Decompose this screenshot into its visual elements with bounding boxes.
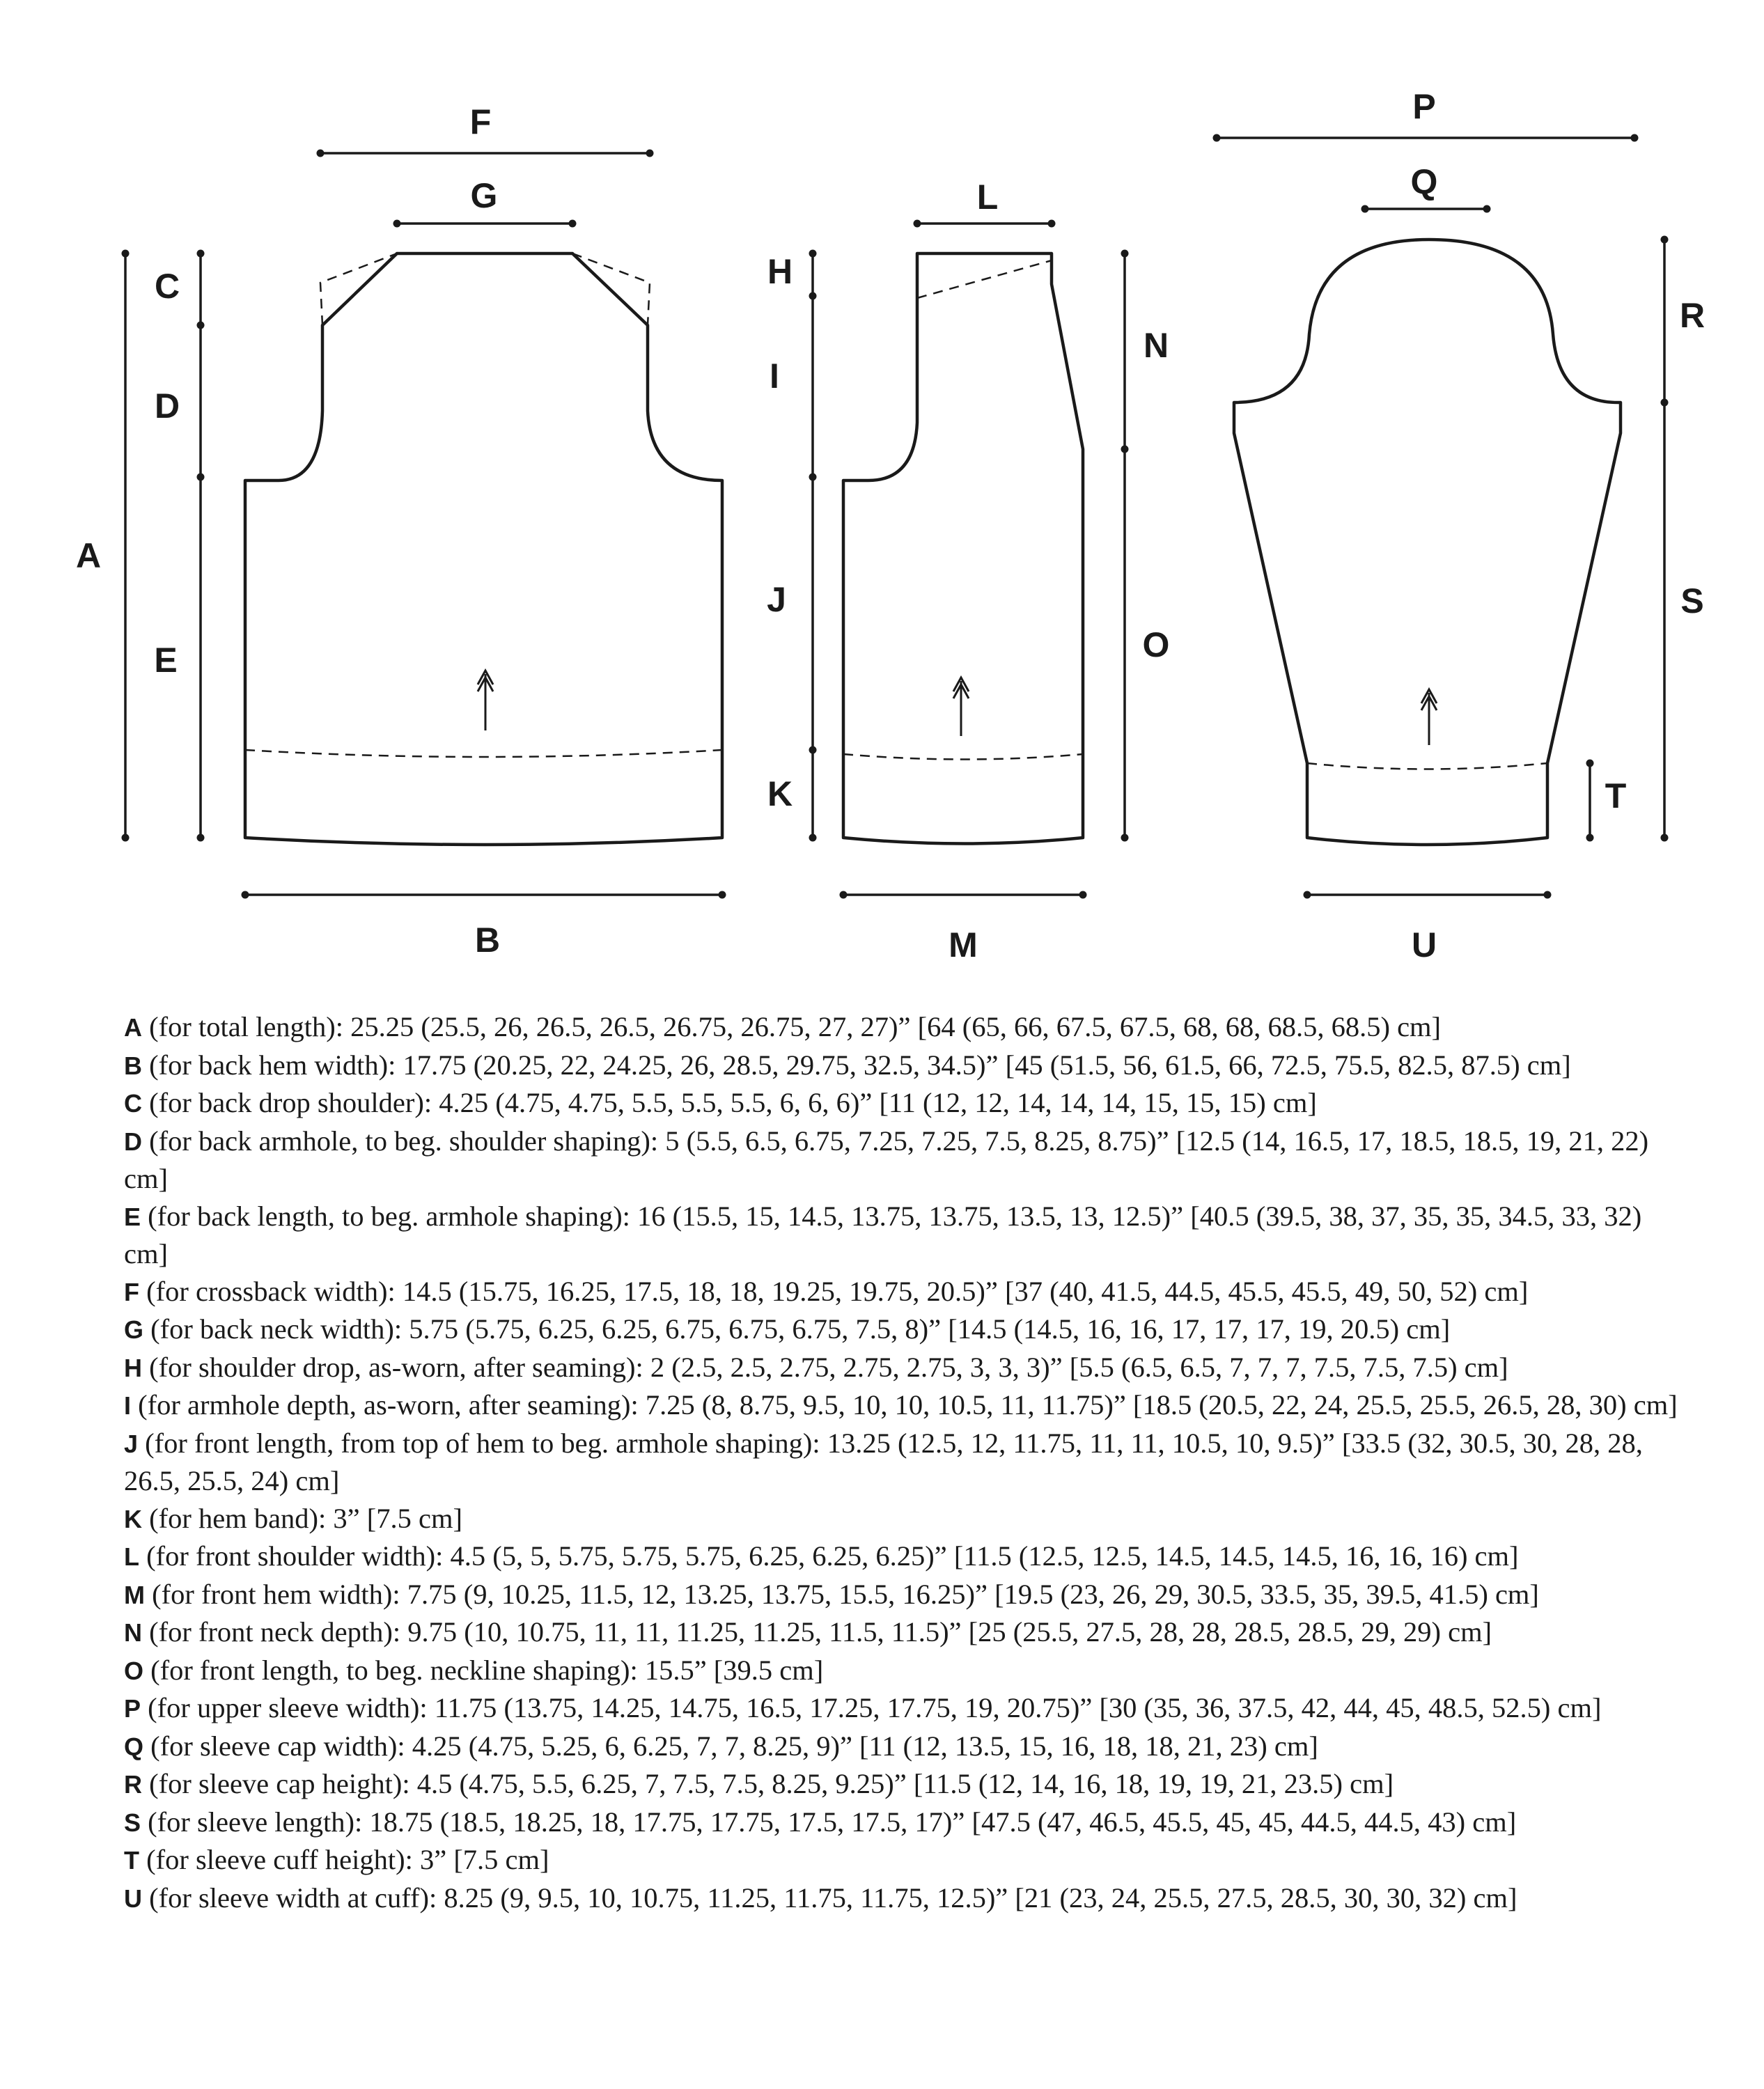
label-A: A xyxy=(75,536,102,575)
label-G: G xyxy=(470,176,498,215)
front-neck-dash xyxy=(917,260,1052,298)
legend-item-C xyxy=(124,1084,1684,1122)
label-D: D xyxy=(154,386,180,425)
legend-item-H xyxy=(124,1349,1684,1387)
front-piece xyxy=(843,253,1083,844)
legend-item-B xyxy=(124,1047,1684,1085)
legend-text: (for shoulder drop, as-worn, after seaming): 2 (2.5, 2.5, 2.75, 2.75, 2.75, 3, 3, 3)” [5.5 (6.5, 6.5, 7, 7, 7, 7.5, 7.5, 7.5) cm] xyxy=(142,1351,1508,1383)
label-B: B xyxy=(474,921,501,960)
legend-text: (for sleeve width at cuff): 8.25 (9, 9.5, 10, 10.75, 11.25, 11.75, 11.75, 12.5)” [21 (23, 24, 25.5, 27.5, 28.5, 30, 30, 32) cm] xyxy=(142,1881,1517,1914)
legend-key: R xyxy=(124,1770,142,1799)
label-M: M xyxy=(949,925,978,964)
legend-key: G xyxy=(124,1315,144,1344)
back-piece xyxy=(245,253,722,845)
label-C: C xyxy=(154,267,180,306)
legend-item-U xyxy=(124,1879,1684,1918)
legend-text: (for total length): 25.25 (25.5, 26, 26.5, 26.5, 26.75, 26.75, 27, 27)” [64 (65, 66, 67.5, 67.5, 68, 68, 68.5, 68.5) cm] xyxy=(142,1011,1442,1042)
legend-text: (for back armhole, to beg. shoulder shaping): 5 (5.5, 6.5, 6.75, 7.25, 7.25, 7.5, 8.25, 8.75)” [12.5 (14, 16.5, 17, 18.5, 18.5, 19, 21, 22) cm] xyxy=(124,1125,1649,1194)
legend-text: (for crossback width): 14.5 (15.75, 16.25, 17.5, 18, 18, 19.25, 19.75, 20.5)” [37 (40, 41.5, 44.5, 45.5, 45.5, 49, 50, 52) cm] xyxy=(139,1275,1529,1307)
legend-item-D xyxy=(124,1122,1684,1198)
label-P: P xyxy=(1412,87,1436,126)
legend-key: A xyxy=(124,1013,142,1042)
legend-text: (for front length, to beg. neckline shaping): 15.5” [39.5 cm] xyxy=(143,1654,824,1686)
legend-item-S xyxy=(124,1804,1684,1842)
label-U: U xyxy=(1411,925,1437,964)
legend-key: O xyxy=(124,1656,144,1685)
label-Q: Q xyxy=(1410,162,1438,201)
sleeve-outline xyxy=(1234,240,1621,845)
legend-key: N xyxy=(124,1618,142,1647)
back-hem-dash xyxy=(245,750,722,757)
legend-item-P xyxy=(124,1689,1684,1728)
legend-item-G xyxy=(124,1310,1684,1349)
legend-item-O xyxy=(124,1652,1684,1690)
grain-arrow-icon xyxy=(478,671,493,730)
legend-key: L xyxy=(124,1542,139,1571)
legend-key: P xyxy=(124,1694,141,1723)
legend-text: (for front hem width): 7.75 (9, 10.25, 11.5, 12, 13.25, 13.75, 15.5, 16.25)” [19.5 (23, 26, 29, 30.5, 33.5, 35, 39.5, 41.5) cm] xyxy=(145,1578,1539,1610)
legend-key: F xyxy=(124,1277,139,1306)
legend-item-L xyxy=(124,1538,1684,1576)
label-H: H xyxy=(767,252,793,291)
legend-key: E xyxy=(124,1202,141,1231)
legend-text: (for armhole depth, as-worn, after seaming): 7.25 (8, 8.75, 9.5, 10, 10, 10.5, 11, 11.75)” [18.5 (20.5, 22, 24, 25.5, 25.5, 26.5, 28, 30) cm] xyxy=(131,1389,1678,1421)
legend-text: (for hem band): 3” [7.5 cm] xyxy=(142,1502,462,1534)
front-outline xyxy=(843,253,1083,844)
legend-item-N xyxy=(124,1613,1684,1652)
label-L: L xyxy=(976,178,999,217)
label-N: N xyxy=(1143,326,1169,365)
label-J: J xyxy=(767,580,786,619)
legend-key: I xyxy=(124,1391,132,1420)
label-R: R xyxy=(1679,296,1706,335)
legend-key: C xyxy=(124,1089,142,1118)
back-outline xyxy=(245,253,722,845)
label-T: T xyxy=(1605,776,1627,815)
legend-text: (for sleeve cuff height): 3” [7.5 cm] xyxy=(139,1844,549,1875)
legend-text: (for front neck depth): 9.75 (10, 10.75, 11, 11, 11.25, 11.25, 11.5, 11.5)” [25 (25.5, 27.5, 28, 28, 28.5, 28.5, 29, 29) cm] xyxy=(142,1616,1492,1648)
back-shoulder-dash xyxy=(320,253,650,325)
legend-key: J xyxy=(124,1429,139,1458)
measurement-labels xyxy=(76,87,1705,964)
legend-key: D xyxy=(124,1127,142,1156)
legend-key: Q xyxy=(124,1732,144,1761)
legend-key: U xyxy=(124,1884,142,1913)
legend-key: B xyxy=(124,1051,142,1080)
legend-item-K xyxy=(124,1500,1684,1538)
legend-text: (for back length, to beg. armhole shaping): 16 (15.5, 15, 14.5, 13.75, 13.75, 13.5, 13, 12.5)” [40.5 (39.5, 38, 37, 35, 35, 34.5, 33, 32) cm] xyxy=(124,1200,1642,1269)
sleeve-cuff-dash xyxy=(1307,763,1547,769)
legend-text: (for sleeve cap width): 4.25 (4.75, 5.25, 6, 6.25, 7, 7, 8.25, 9)” [11 (12, 13.5, 15, 16, 18, 18, 21, 23) cm] xyxy=(143,1730,1318,1762)
legend-item-J xyxy=(124,1425,1684,1500)
sleeve-piece xyxy=(1234,240,1621,845)
legend-item-E xyxy=(124,1198,1684,1273)
label-E: E xyxy=(154,641,178,680)
legend-key: H xyxy=(124,1353,142,1382)
legend-text: (for front length, from top of hem to beg. armhole shaping): 13.25 (12.5, 12, 11.75, 11, 11, 10.5, 10, 9.5)” [33.5 (32, 30.5, 30, 28, 28, 26.5, 25.5, 24) cm] xyxy=(124,1427,1643,1496)
label-F: F xyxy=(469,102,492,141)
label-S: S xyxy=(1680,581,1704,620)
front-hem-dash xyxy=(843,754,1083,760)
legend-key: T xyxy=(124,1846,139,1875)
measurement-lines xyxy=(122,134,1669,899)
legend-item-Q xyxy=(124,1728,1684,1766)
legend-key: M xyxy=(124,1580,145,1609)
legend-key: S xyxy=(124,1808,141,1837)
label-I: I xyxy=(770,357,779,396)
garment-schematic xyxy=(0,0,1764,1010)
legend-item-A xyxy=(124,1008,1684,1047)
legend-item-F xyxy=(124,1273,1684,1311)
label-K: K xyxy=(767,774,793,813)
grain-arrow-icon xyxy=(953,678,969,736)
legend-key: K xyxy=(124,1504,142,1533)
label-O: O xyxy=(1142,625,1170,664)
legend-text: (for front shoulder width): 4.5 (5, 5, 5.75, 5.75, 5.75, 6.25, 6.25, 6.25)” [11.5 (12.5, 12.5, 14.5, 14.5, 14.5, 16, 16, 16) cm] xyxy=(139,1540,1519,1572)
legend-item-M xyxy=(124,1576,1684,1614)
legend-item-I xyxy=(124,1386,1684,1425)
legend-text: (for back hem width): 17.75 (20.25, 22, 24.25, 26, 28.5, 29.75, 32.5, 34.5)” [45 (51.5, 56, 61.5, 66, 72.5, 75.5, 82.5, 87.5) cm] xyxy=(142,1049,1571,1081)
grain-arrow-icon xyxy=(1421,689,1437,745)
legend-text: (for back drop shoulder): 4.25 (4.75, 4.75, 5.5, 5.5, 5.5, 6, 6, 6)” [11 (12, 12, 14, 14, 14, 15, 15, 15) cm] xyxy=(142,1087,1317,1118)
legend-text: (for upper sleeve width): 11.75 (13.75, 14.25, 14.75, 16.5, 17.25, 17.75, 19, 20.75)” [30 (35, 36, 37.5, 42, 44, 45, 48.5, 52.5) cm] xyxy=(141,1692,1602,1723)
legend-text: (for sleeve length): 18.75 (18.5, 18.25, 18, 17.75, 17.75, 17.5, 17.5, 17)” [47.5 (47, 46.5, 45.5, 45, 45, 44.5, 44.5, 43) cm] xyxy=(141,1806,1517,1838)
legend-item-R xyxy=(124,1765,1684,1804)
legend-text: (for sleeve cap height): 4.5 (4.75, 5.5, 6.25, 7, 7.5, 7.5, 8.25, 9.25)” [11.5 (12, 14, 16, 18, 19, 19, 21, 23.5) cm] xyxy=(142,1768,1394,1799)
legend-item-T xyxy=(124,1841,1684,1879)
measurement-legend xyxy=(124,1008,1684,1917)
legend-text: (for back neck width): 5.75 (5.75, 6.25, 6.25, 6.75, 6.75, 6.75, 7.5, 8)” [14.5 (14.5, 16, 16, 17, 17, 17, 19, 20.5) cm] xyxy=(143,1313,1451,1345)
